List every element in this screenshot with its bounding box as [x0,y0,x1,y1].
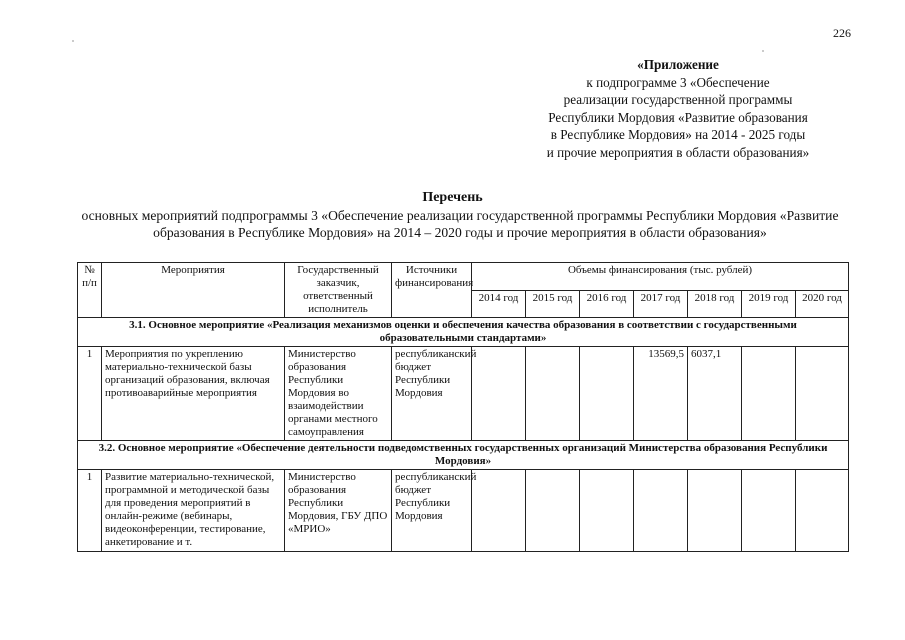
header-year: 2018 год [688,290,742,318]
row-customer: Министерство образования Республики Мордовия, ГБУ ДПО «МРИО» [285,470,392,552]
row-value [580,470,634,552]
row-value [526,470,580,552]
section-title: 3.1. Основное мероприятие «Реализация механизмов оценки и обеспечения качества образования в соответствии с государственными образовательными стандартами» [78,318,849,347]
row-num: 1 [78,470,102,552]
header-funding: Объемы финансирования (тыс. рублей) [472,263,849,291]
header-year: 2017 год [634,290,688,318]
appendix-line: к подпрограмме 3 «Обеспечение [586,74,770,90]
row-value [796,470,849,552]
appendix-line: реализации государственной программы [563,92,793,107]
row-source: республиканский бюджет Республики Мордовия [392,470,472,552]
row-value [742,470,796,552]
appendix-line: Республики Мордовия «Развитие образования [548,109,808,125]
row-measure: Развитие материально-технической, программной и методической базы для проведения мероприятий в онлайн-режиме (вебинары, видеоконференции, тестирование, анкетирование и т. [102,470,285,552]
header-customer: Государственный заказчик, ответственный исполнитель [285,263,392,318]
row-source: республиканский бюджет Республики Мордовия [392,347,472,441]
row-value [526,347,580,441]
row-measure: Мероприятия по укреплению материально-технической базы организаций образования, включая противоаварийные мероприятия [102,347,285,441]
appendix-line: и прочие мероприятия в области образования» [546,144,810,160]
row-value [580,347,634,441]
row-value [796,347,849,441]
header-source: Источники финансирования [392,263,472,318]
section-title: 3.2. Основное мероприятие «Обеспечение деятельности подведомственных государственных организаций Министерства образования Республики Мордовия» [78,441,849,470]
row-value [688,470,742,552]
scan-speck [762,50,764,52]
row-value: 6037,1 [688,347,742,441]
table-row [78,347,849,441]
measures-table [77,262,849,552]
appendix-block [508,56,848,161]
row-value: 13569,5 [634,347,688,441]
header-year: 2015 год [526,290,580,318]
row-value [634,470,688,552]
row-value [742,347,796,441]
table-row [78,470,849,552]
appendix-line: в Республике Мордовия» на 2014 - 2025 годы [550,127,806,142]
row-num: 1 [78,347,102,441]
row-customer: Министерство образования Республики Мордовия во взаимодействии органами местного самоуправления [285,347,392,441]
header-year: 2020 год [796,290,849,318]
header-year: 2014 год [472,290,526,318]
appendix-title: «Приложение [637,57,719,72]
document-title: Перечень [422,190,483,205]
scan-speck [72,40,74,42]
row-value [472,470,526,552]
header-year: 2016 год [580,290,634,318]
header-year: 2019 год [742,290,796,318]
page-number: 226 [833,26,851,40]
header-measure: Мероприятия [102,263,285,318]
row-value [472,347,526,441]
document-subtitle: основных мероприятий подпрограммы 3 «Обеспечение реализации государственной программы Республики Мордовия «Развитие образования в Республике Мордовия» на 2014 – 2020 годы и прочие мероприятия в области образования» [81,208,839,240]
header-num: № п/п [78,263,102,318]
